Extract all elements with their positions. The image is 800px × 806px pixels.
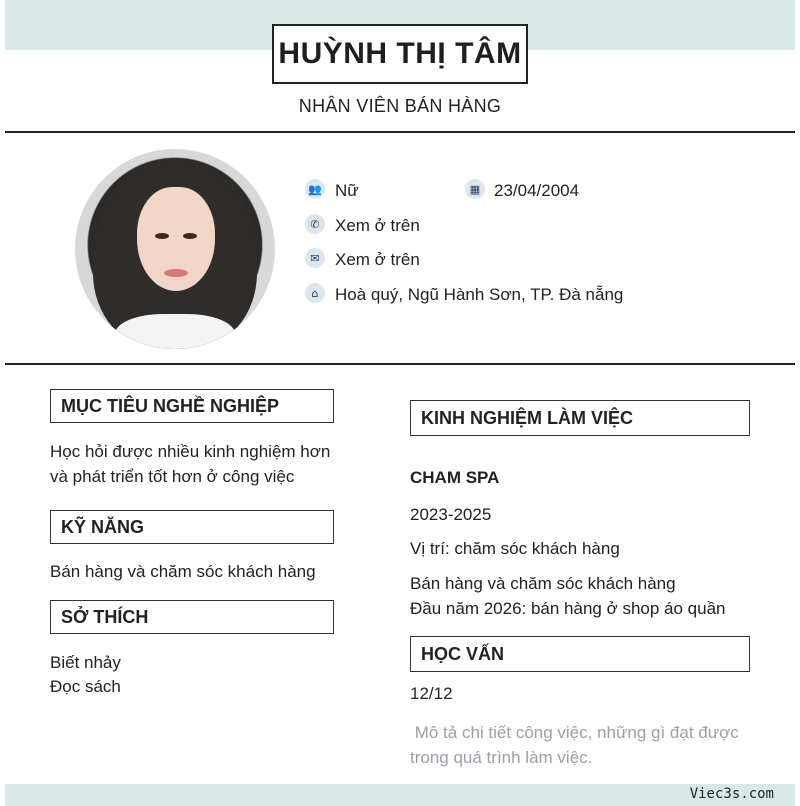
avatar-shirt bbox=[115, 314, 235, 349]
education-heading: HỌC VẤN bbox=[410, 636, 750, 672]
experience-line-2: Đầu năm 2026: bán hàng ở shop áo quần bbox=[410, 599, 726, 618]
avatar-eye-right bbox=[183, 233, 197, 239]
phone-icon: ✆ bbox=[305, 214, 325, 234]
experience-position: Vị trí: chăm sóc khách hàng bbox=[410, 539, 620, 558]
divider-top bbox=[5, 131, 795, 133]
email-value: Xem ở trên bbox=[335, 250, 420, 269]
candidate-name: HUỲNH THỊ TÂM bbox=[272, 24, 528, 84]
objective-line-2: và phát triển tốt hơn ở công việc bbox=[50, 467, 295, 486]
gender-value: Nữ bbox=[335, 181, 359, 200]
experience-line-1: Bán hàng và chăm sóc khách hàng bbox=[410, 574, 676, 593]
experience-period: 2023-2025 bbox=[410, 505, 492, 524]
calendar-icon: ▦ bbox=[465, 179, 485, 199]
birthday-value: 23/04/2004 bbox=[494, 181, 580, 200]
footer-brand: Viec3s.com bbox=[689, 786, 774, 802]
skills-line-1: Bán hàng và chăm sóc khách hàng bbox=[50, 562, 316, 581]
objective-heading: MỤC TIÊU NGHỀ NGHIỆP bbox=[50, 389, 334, 423]
hobbies-line-2: Đọc sách bbox=[50, 677, 121, 696]
avatar-lips bbox=[164, 269, 188, 277]
hobbies-line-1: Biết nhảy bbox=[50, 653, 121, 672]
objective-line-1: Học hỏi được nhiều kinh nghiệm hơn bbox=[50, 442, 331, 461]
avatar-eye-left bbox=[155, 233, 169, 239]
experience-company: CHAM SPA bbox=[410, 468, 500, 487]
skills-heading: KỸ NĂNG bbox=[50, 510, 334, 544]
education-description-line-2: trong quá trình làm việc. bbox=[410, 748, 593, 767]
avatar bbox=[75, 149, 275, 349]
hobbies-heading: SỞ THÍCH bbox=[50, 600, 334, 634]
divider-middle bbox=[5, 363, 795, 365]
job-title: NHÂN VIÊN BÁN HÀNG bbox=[298, 96, 502, 116]
education-description-line-1: Mô tả chi tiết công việc, những gì đạt được bbox=[410, 723, 739, 742]
education-level: 12/12 bbox=[410, 684, 453, 703]
people-icon: 👥 bbox=[305, 179, 325, 199]
address-value: Hoà quý, Ngũ Hành Sơn, TP. Đà nẵng bbox=[335, 285, 624, 304]
home-icon: ⌂ bbox=[305, 283, 325, 303]
mail-icon: ✉ bbox=[305, 248, 325, 268]
phone-value: Xem ở trên bbox=[335, 216, 420, 235]
bottom-band bbox=[5, 784, 795, 806]
experience-heading: KINH NGHIỆM LÀM VIỆC bbox=[410, 400, 750, 436]
